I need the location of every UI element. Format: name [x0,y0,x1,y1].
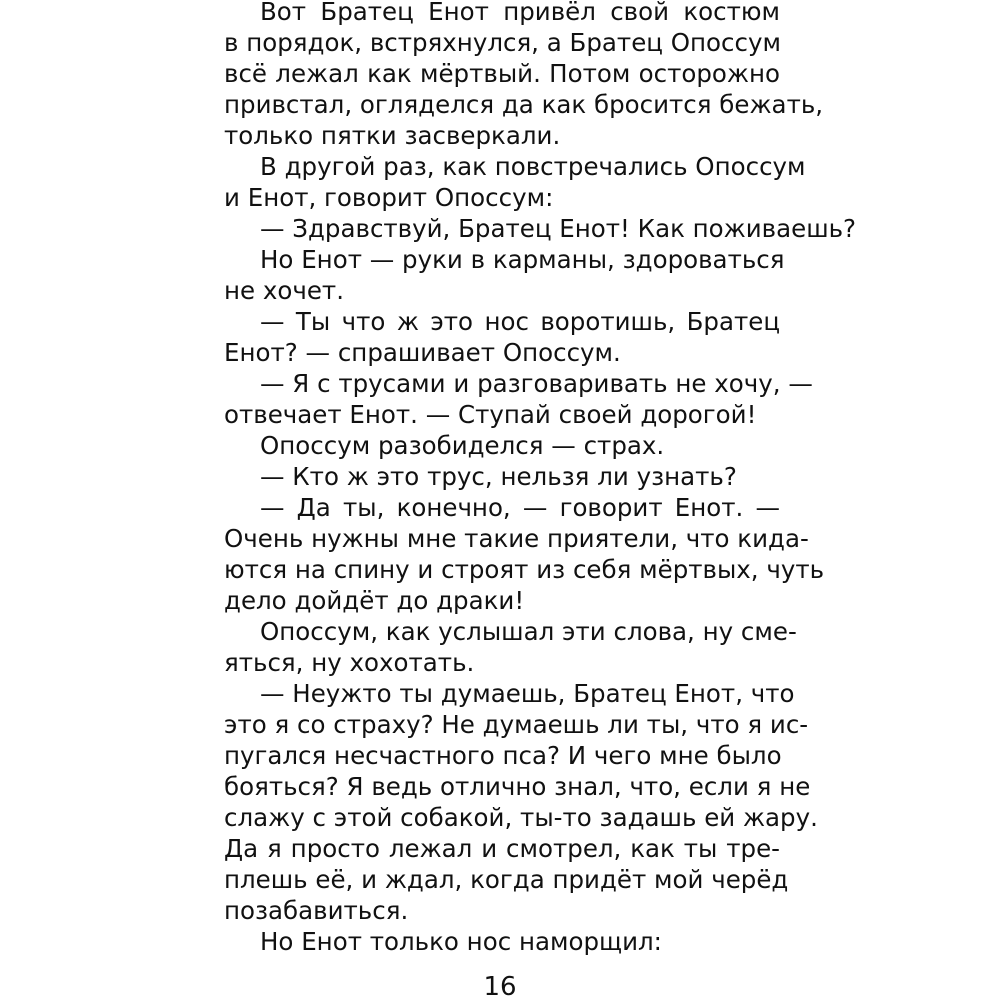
text-line: яться, ну хохотать. [224,648,475,677]
page-number: 16 [483,972,517,1002]
text-line: Да я просто лежал и смотрел, как ты тре- [224,834,780,863]
text-line: это я со страху? Не думаешь ли ты, что я ис- [224,710,809,739]
text-line: всё лежал как мёртвый. Потом осторожно [224,59,780,88]
text-line: пугался несчастного пса? И чего мне было [224,741,782,770]
text-line: Енот? — спрашивает Опоссум. [224,338,621,367]
text-line: в порядок, встряхнулся, а Братец Опоссум [224,28,781,57]
text-line: Опоссум, как услышал эти слова, ну сме- [260,617,797,646]
text-line: отвечает Енот. — Ступай своей дорогой! [224,400,757,429]
text-line: только пятки засверкали. [224,121,561,150]
text-line: — Здравствуй, Братец Енот! Как поживаешь? [260,214,857,243]
text-line: плешь её, и ждал, когда придёт мой черёд [224,865,789,894]
text-line: В другой раз, как повстречались Опоссум [260,152,806,181]
text-line: — Кто ж это трус, нельзя ли узнать? [260,462,737,491]
text-line: Но Енот только нос наморщил: [260,927,662,956]
text-line: и Енот, говорит Опоссум: [224,183,554,212]
text-line: — Да ты, конечно, — говорит Енот. — [260,493,780,522]
text-line: Но Енот — руки в карманы, здороваться [260,245,785,274]
text-line: Очень нужны мне такие приятели, что кида- [224,524,809,553]
text-line: бояться? Я ведь отлично знал, что, если я не [224,772,811,801]
text-line: слажу с этой собакой, ты-то задашь ей жару. [224,803,818,832]
body-text [224,0,857,957]
text-line: Вот Братец Енот привёл свой костюм [260,0,780,26]
text-line: дело дойдёт до драки! [224,586,525,615]
text-line: позабавиться. [224,896,409,925]
text-line: — Ты что ж это нос воротишь, Братец [260,307,780,336]
text-line: ются на спину и строят из себя мёртвых, чуть [224,555,825,584]
text-line: привстал, огляделся да как бросится бежать, [224,90,824,119]
text-line: — Я с трусами и разговаривать не хочу, — [260,369,813,398]
text-line: — Неужто ты думаешь, Братец Енот, что [260,679,795,708]
text-line: Опоссум разобиделся — страх. [260,431,665,460]
text-line: не хочет. [224,276,344,305]
